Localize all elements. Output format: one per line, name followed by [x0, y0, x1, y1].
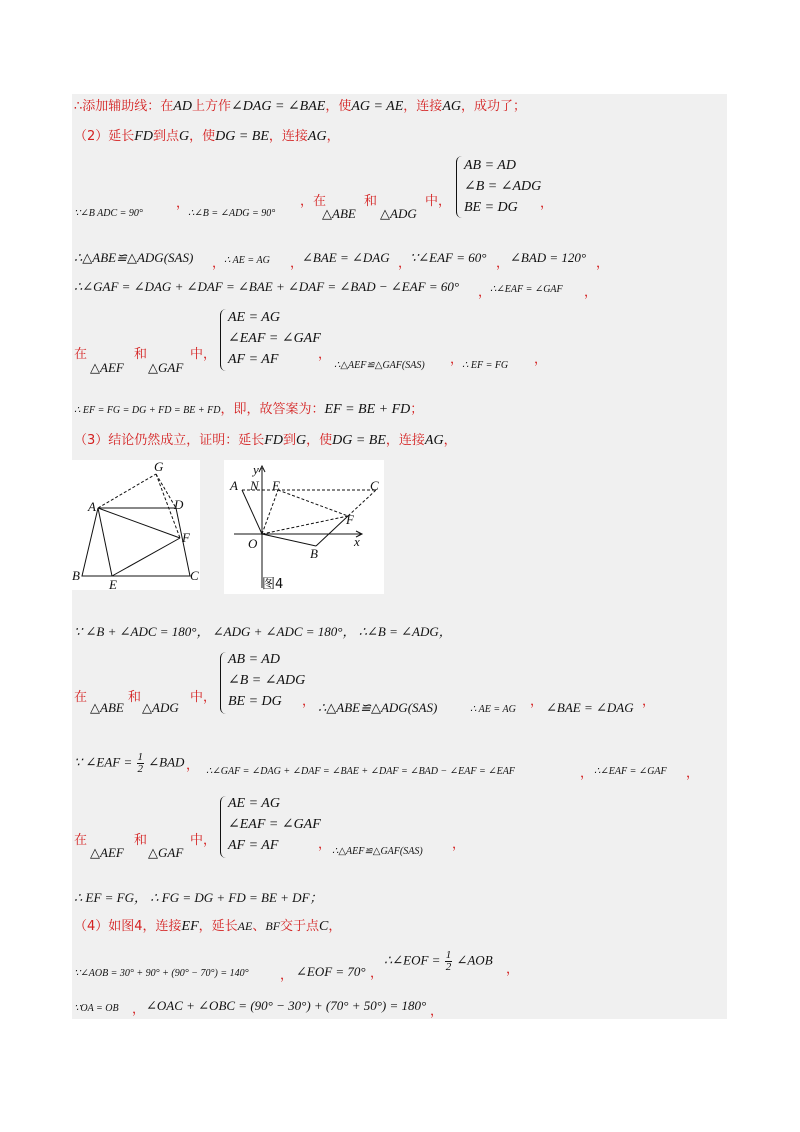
ae-equals-ag: ∴ AE = AG	[224, 255, 270, 266]
label-f: F	[182, 530, 190, 545]
eaf-half-bad: ∵ ∠EAF = $\frac{1}{2}$ ∠BAD	[74, 751, 185, 775]
comma: ，	[318, 837, 332, 852]
label-n: N	[250, 478, 259, 493]
oa-equals-ob: ∵OA = OB	[74, 1003, 119, 1014]
triangle-adg: △ADG	[380, 206, 417, 221]
segment-af	[98, 508, 180, 538]
middle-label: 中，	[425, 194, 452, 209]
middle-label: 中，	[190, 690, 217, 705]
part3-conclusion: ∴ EF = FG， ∴ FG = DG + FD = BE + DF；	[74, 890, 323, 905]
and-label: 和	[134, 833, 148, 848]
fraction-half: $\frac{1}{2}$	[445, 949, 452, 973]
coordinate-diagram	[224, 460, 384, 594]
segment-bf	[316, 516, 348, 546]
congruence-abe-adg: ∴△ABE≌△ADG(SAS)	[318, 700, 438, 715]
comma: ，	[596, 256, 610, 271]
comma: ，	[302, 694, 316, 709]
figure-caption: 图4	[262, 577, 284, 592]
segment-oe-dashed	[262, 490, 278, 534]
triangle-gaf: △GAF	[148, 845, 184, 860]
label-y: y	[253, 462, 259, 477]
segment-gd-dashed	[156, 474, 176, 508]
comma: ，	[370, 966, 384, 981]
middle-label: 中，	[190, 833, 217, 848]
part2-answer-line: ∴ EF = FG = DG + FD = BE + FD，即，故答案为：EF = BE + FD；	[74, 402, 424, 417]
bae-equals-dag: ∠BAE = ∠DAG	[302, 250, 390, 265]
label-c: C	[190, 568, 199, 583]
eaf-60: ∵∠EAF = 60°	[410, 250, 487, 265]
system-brace	[220, 652, 227, 714]
comma: ，	[430, 1004, 444, 1019]
and-label: 和	[364, 194, 378, 209]
middle-label: 中，	[190, 347, 217, 362]
bad-120: ∠BAD = 120°	[510, 250, 587, 265]
congruence-system-1: AB = AD ∠B = ∠ADG BE = DG	[464, 158, 542, 215]
segment-of-dashed	[262, 516, 348, 534]
congruence-abe-adg: ∴△ABE≌△ADG(SAS)	[74, 250, 194, 265]
comma: ，	[496, 256, 510, 271]
label-e: E	[272, 478, 280, 493]
fraction-half: $\frac{1}{2}$	[137, 751, 144, 775]
segment-ef-dashed	[278, 490, 348, 516]
triangle-abe: △ABE	[90, 700, 124, 715]
therefore-angle-b: ∴∠B = ∠ADG = 90°	[188, 208, 276, 219]
and-label: 和	[128, 690, 142, 705]
system-brace	[220, 309, 227, 371]
comma: ，	[212, 256, 226, 271]
label-f: F	[346, 512, 354, 527]
segment-ao	[242, 490, 262, 534]
comma: ，	[318, 347, 332, 362]
comma: ，	[530, 694, 544, 709]
label-b: B	[72, 568, 80, 583]
congruence-system-4: AE = AG ∠EAF = ∠GAF AF = AF	[228, 796, 321, 853]
part2-heading: （2）延长FD到点G，使DG = BE，连接AG，	[74, 129, 340, 144]
label-g: G	[154, 460, 164, 474]
eof-70: ∠EOF = 70°	[296, 964, 366, 979]
segment-ae	[98, 508, 112, 576]
congruence-aef-gaf: ∴△AEF≌△GAF(SAS)	[332, 846, 423, 857]
congruence-system-2: AE = AG ∠EAF = ∠GAF AF = AF	[228, 310, 321, 367]
eaf-equals-gaf: ∴∠EAF = ∠GAF	[594, 766, 667, 777]
eaf-equals-gaf: ∴∠EAF = ∠GAF	[490, 284, 563, 295]
label-a: A	[230, 478, 238, 493]
because-right-angles: ∵∠B ADC = 90°	[74, 208, 143, 219]
comma: ，	[580, 766, 594, 781]
triangle-aef: △AEF	[90, 360, 124, 375]
ae-equals-ag: ∴ AE = AG	[470, 704, 516, 715]
comma: ，	[642, 694, 656, 709]
triangle-abe: △ABE	[322, 206, 356, 221]
comma: ，	[506, 962, 520, 977]
part3-angle-sums: ∵ ∠B + ∠ADC = 180°， ∠ADG + ∠ADC = 180°， ∴∠B = ∠ADG，	[74, 624, 452, 639]
label-b: B	[310, 546, 318, 561]
system-brace	[220, 796, 227, 858]
comma: ，	[450, 352, 464, 367]
bae-equals-dag: ∠BAE = ∠DAG	[546, 700, 634, 715]
and-label: 和	[134, 347, 148, 362]
part3-heading: （3）结论仍然成立，证明：延长FD到G，使DG = BE，连接AG，	[74, 433, 457, 448]
figure-4	[224, 460, 384, 594]
congruence-system-3: AB = AD ∠B = ∠ADG BE = DG	[228, 652, 306, 709]
oac-obc-180: ∠OAC + ∠OBC = (90° − 30°) + (70° + 50°) = 180°	[146, 998, 427, 1013]
label-c: C	[370, 478, 379, 493]
eof-half-aob: ∴∠EOF = $\frac{1}{2}$ ∠AOB	[384, 949, 493, 973]
comma: ，	[176, 196, 190, 211]
comma: ，	[280, 968, 294, 983]
gaf-chain: ∴∠GAF = ∠DAG + ∠DAF = ∠BAE + ∠DAF = ∠BAD − ∠EAF = 60°	[74, 279, 460, 294]
gaf-chain: ∴∠GAF = ∠DAG + ∠DAF = ∠BAE + ∠DAF = ∠BAD − ∠EAF = ∠EAF	[206, 766, 515, 777]
triangle-aef: △AEF	[90, 845, 124, 860]
system-brace	[456, 156, 463, 218]
label-o: O	[248, 536, 258, 551]
comma: ，	[540, 196, 554, 211]
intro-line: ∴添加辅助线：在AD上方作∠DAG = ∠BAE，使AG = AE，连接AG，成功了；	[74, 99, 526, 114]
comma: ，	[686, 766, 700, 781]
label-a: A	[88, 499, 96, 514]
comma: ，	[186, 758, 200, 773]
aob-140: ∵∠AOB = 30° + 90° + (90° − 70°) = 140°	[74, 968, 249, 979]
triangle-gaf: △GAF	[148, 360, 184, 375]
ef-equals-fg: ∴ EF = FG	[462, 360, 509, 371]
label-e: E	[109, 577, 117, 590]
comma: ，	[452, 837, 466, 852]
in-label: 在	[74, 690, 88, 705]
congruence-aef-gaf: ∴△AEF≌△GAF(SAS)	[334, 360, 425, 371]
comma: ，	[478, 285, 492, 300]
triangle-adg: △ADG	[142, 700, 179, 715]
label-d: D	[174, 497, 184, 512]
comma: ，	[132, 1002, 146, 1017]
segment-ef	[112, 538, 180, 576]
segment-ag-dashed	[98, 474, 156, 508]
comma: ，	[534, 352, 548, 367]
comma: ，	[290, 256, 304, 271]
quadrilateral-diagram	[72, 460, 200, 590]
label-x: x	[354, 534, 360, 549]
part4-heading: （4）如图4，连接EF，延长AE、BF交于点C，	[74, 919, 342, 934]
in-label: 在	[74, 347, 88, 362]
in-label: 在	[74, 833, 88, 848]
comma: ，	[398, 256, 412, 271]
in-label: ，在	[300, 194, 327, 209]
segment-ob	[262, 534, 316, 546]
figure-quadrilateral	[72, 460, 200, 590]
comma: ，	[584, 285, 598, 300]
